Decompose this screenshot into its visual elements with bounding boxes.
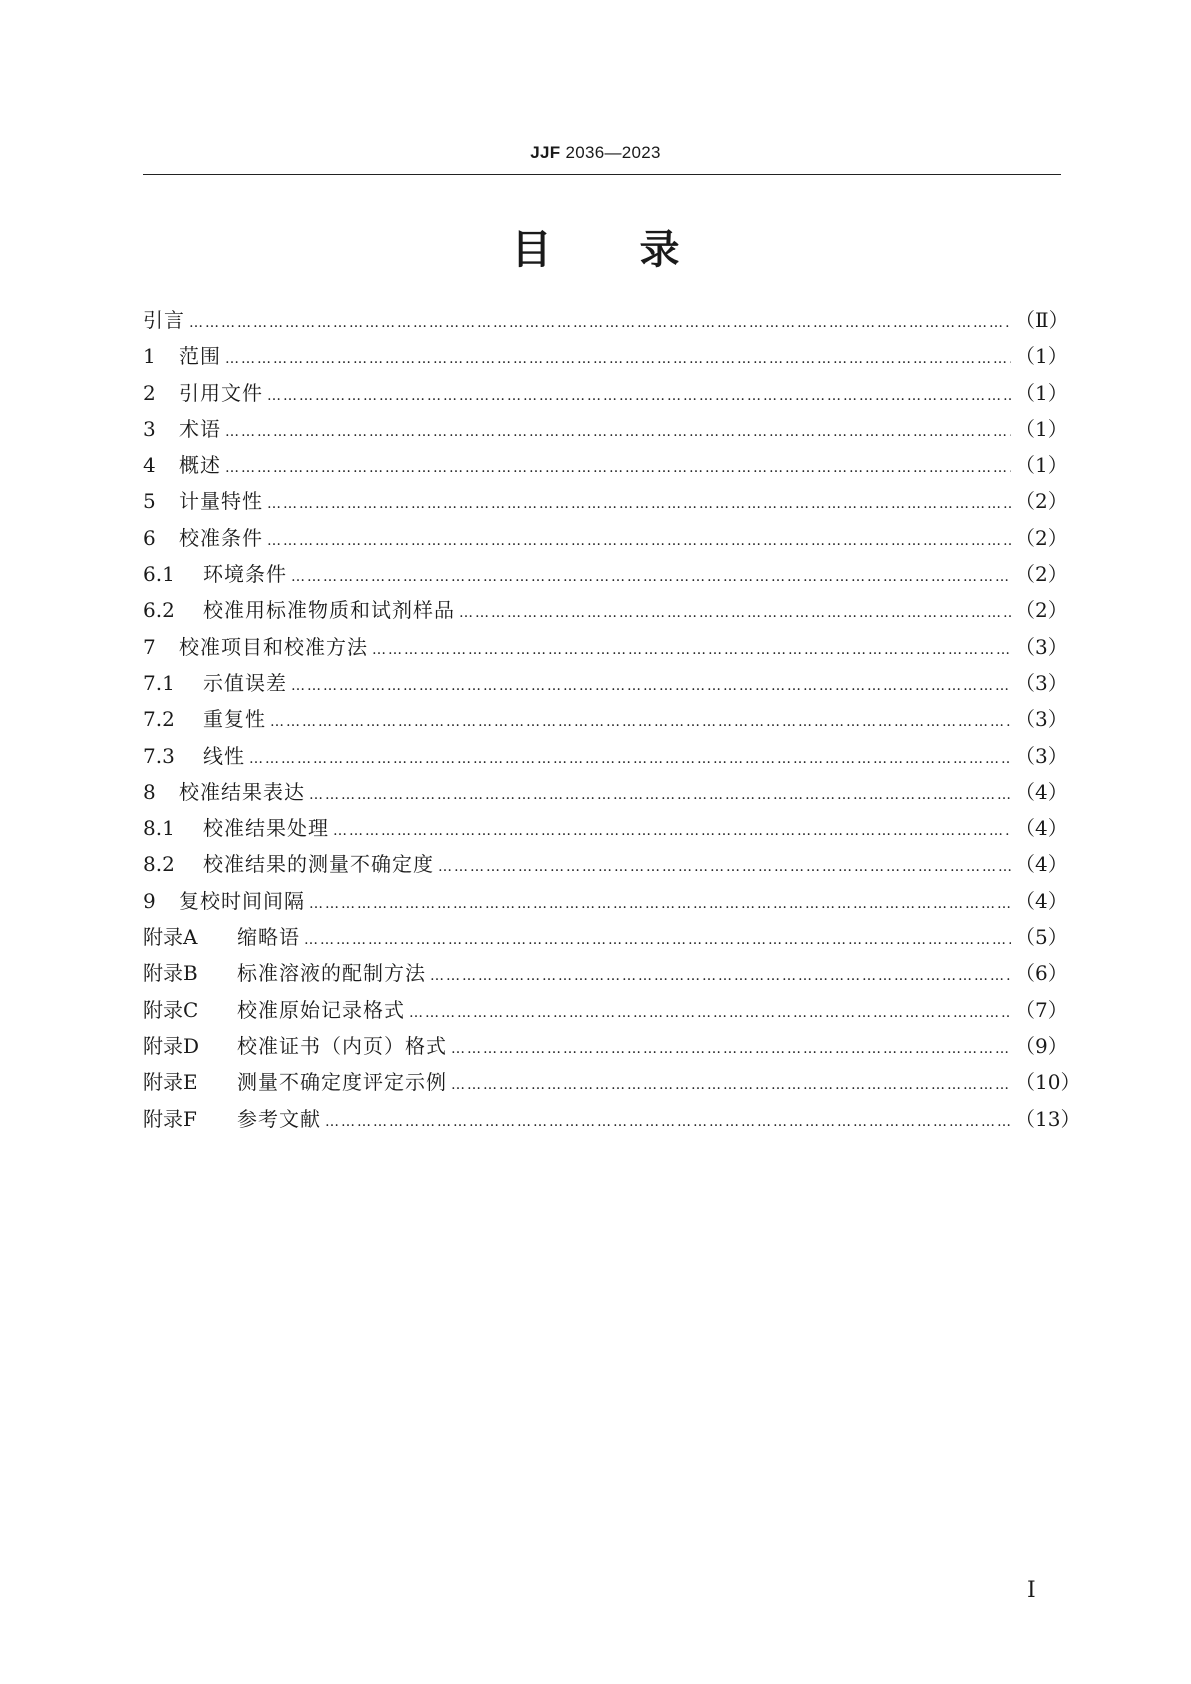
toc-leader xyxy=(267,523,1011,559)
toc-label: 校准条件 xyxy=(179,525,263,550)
toc-number: 8.2 xyxy=(143,852,175,877)
toc-label: 术语 xyxy=(179,416,221,441)
toc-leader xyxy=(267,378,1011,414)
toc-label: 标准溶液的配制方法 xyxy=(237,961,426,986)
toc-number: 附录E xyxy=(143,1070,198,1095)
toc-entry-8-1[interactable] xyxy=(143,810,1068,846)
title-char-2: 录 xyxy=(639,227,680,273)
toc-label: 计量特性 xyxy=(179,489,263,514)
toc-entry-7-1[interactable] xyxy=(143,665,1068,701)
toc-page: （10） xyxy=(1015,1070,1081,1095)
toc-number: 2 xyxy=(143,380,156,405)
toc-leader xyxy=(249,741,1011,777)
toc-label: 校准用标准物质和试剂样品 xyxy=(203,598,455,623)
toc-number: 6.1 xyxy=(143,562,175,587)
toc-number: 8.1 xyxy=(143,816,175,841)
toc-entry-appendix-a[interactable] xyxy=(143,919,1068,955)
toc-entry-6-1[interactable] xyxy=(143,556,1068,592)
toc-page: （Ⅱ） xyxy=(1015,308,1069,332)
toc-label: 校准结果的测量不确定度 xyxy=(203,852,434,877)
toc-entry-6-2[interactable] xyxy=(143,592,1068,628)
toc-number: 附录B xyxy=(143,961,198,986)
toc-number: 附录A xyxy=(143,925,198,950)
toc-page: （3） xyxy=(1015,707,1068,732)
toc-page: （1） xyxy=(1015,416,1068,441)
toc-entry-7[interactable] xyxy=(143,629,1068,665)
table-of-contents xyxy=(143,302,1081,1137)
document-header xyxy=(0,143,1191,163)
toc-page: （1） xyxy=(1015,380,1068,405)
toc-number: 1 xyxy=(143,344,156,369)
toc-number: 6.2 xyxy=(143,598,175,623)
standard-code: JJF xyxy=(530,143,561,162)
toc-page: （5） xyxy=(1015,925,1068,950)
toc-entry-4[interactable] xyxy=(143,447,1068,483)
toc-number: 5 xyxy=(143,489,156,514)
toc-number: 附录D xyxy=(143,1033,200,1058)
toc-number: 7.2 xyxy=(143,707,175,732)
toc-entry-intro[interactable] xyxy=(143,302,1069,338)
toc-page: （4） xyxy=(1015,852,1068,877)
toc-page: （2） xyxy=(1015,525,1068,550)
toc-entry-appendix-d[interactable] xyxy=(143,1028,1068,1064)
toc-entry-appendix-c[interactable] xyxy=(143,992,1068,1028)
toc-number: 7.1 xyxy=(143,670,175,695)
toc-number: 9 xyxy=(143,888,156,913)
toc-leader xyxy=(189,305,1011,341)
toc-leader xyxy=(438,849,1011,885)
header-rule xyxy=(143,174,1061,175)
toc-number: 7.3 xyxy=(143,743,175,768)
toc-leader xyxy=(291,559,1011,595)
toc-label: 校准项目和校准方法 xyxy=(179,634,368,659)
toc-number: 3 xyxy=(143,416,156,441)
toc-page: （7） xyxy=(1015,997,1068,1022)
toc-page: （1） xyxy=(1015,344,1068,369)
toc-entry-7-3[interactable] xyxy=(143,738,1068,774)
toc-leader xyxy=(225,341,1011,377)
toc-number: 附录C xyxy=(143,997,199,1022)
toc-label: 示值误差 xyxy=(203,670,287,695)
toc-label: 引用文件 xyxy=(179,380,263,405)
toc-leader xyxy=(372,632,1011,668)
toc-leader xyxy=(409,995,1011,1031)
toc-entry-7-2[interactable] xyxy=(143,701,1068,737)
toc-leader xyxy=(270,704,1011,740)
toc-label: 引言 xyxy=(143,308,185,332)
toc-label: 校准证书（内页）格式 xyxy=(237,1033,447,1058)
toc-leader xyxy=(459,595,1011,631)
toc-page: （2） xyxy=(1015,489,1068,514)
toc-number: 7 xyxy=(143,634,156,659)
toc-leader xyxy=(333,813,1011,849)
toc-label: 线性 xyxy=(203,743,245,768)
toc-page: （2） xyxy=(1015,598,1068,623)
toc-entry-9[interactable] xyxy=(143,883,1068,919)
toc-leader xyxy=(267,486,1011,522)
toc-page: （1） xyxy=(1015,453,1068,478)
toc-page: （9） xyxy=(1015,1033,1068,1058)
toc-label: 范围 xyxy=(179,344,221,369)
toc-leader xyxy=(225,450,1011,486)
toc-label: 复校时间间隔 xyxy=(179,888,305,913)
toc-page: （4） xyxy=(1015,779,1068,804)
toc-number: 6 xyxy=(143,525,156,550)
toc-label: 重复性 xyxy=(203,707,266,732)
toc-leader xyxy=(451,1067,1011,1103)
toc-page: （2） xyxy=(1015,562,1068,587)
toc-label: 参考文献 xyxy=(237,1106,321,1131)
toc-page: （13） xyxy=(1015,1106,1081,1131)
toc-page: （4） xyxy=(1015,816,1068,841)
toc-entry-3[interactable] xyxy=(143,411,1068,447)
toc-entry-2[interactable] xyxy=(143,375,1068,411)
page-title xyxy=(0,218,1191,275)
toc-number: 4 xyxy=(143,453,156,478)
toc-page: （3） xyxy=(1015,743,1068,768)
toc-entry-5[interactable] xyxy=(143,483,1068,519)
toc-label: 校准结果处理 xyxy=(203,816,329,841)
toc-number: 附录F xyxy=(143,1106,197,1131)
toc-label: 概述 xyxy=(179,453,221,478)
toc-entry-appendix-b[interactable] xyxy=(143,955,1068,991)
toc-entry-8[interactable] xyxy=(143,774,1068,810)
toc-label: 环境条件 xyxy=(203,562,287,587)
toc-leader xyxy=(309,886,1011,922)
toc-leader xyxy=(309,777,1011,813)
toc-entry-8-2[interactable] xyxy=(143,846,1068,882)
toc-label: 测量不确定度评定示例 xyxy=(237,1070,447,1095)
toc-leader xyxy=(325,1104,1011,1140)
toc-page: （6） xyxy=(1015,961,1068,986)
toc-entry-1[interactable] xyxy=(143,338,1068,374)
toc-entry-6[interactable] xyxy=(143,520,1068,556)
toc-label: 校准原始记录格式 xyxy=(237,997,405,1022)
toc-number: 8 xyxy=(143,779,156,804)
toc-entry-appendix-e[interactable] xyxy=(143,1064,1081,1100)
toc-leader xyxy=(451,1031,1011,1067)
toc-entry-appendix-f[interactable] xyxy=(143,1101,1081,1137)
toc-label: 校准结果表达 xyxy=(179,779,305,804)
toc-label: 缩略语 xyxy=(237,925,300,950)
toc-leader xyxy=(430,958,1011,994)
page-folio: Ⅰ xyxy=(1027,1578,1036,1603)
standard-number: 2036—2023 xyxy=(565,143,661,162)
toc-leader xyxy=(291,668,1011,704)
toc-leader xyxy=(304,922,1011,958)
toc-page: （3） xyxy=(1015,670,1068,695)
title-char-1: 目 xyxy=(511,227,552,273)
toc-leader xyxy=(225,414,1011,450)
toc-page: （4） xyxy=(1015,888,1068,913)
toc-page: （3） xyxy=(1015,634,1068,659)
